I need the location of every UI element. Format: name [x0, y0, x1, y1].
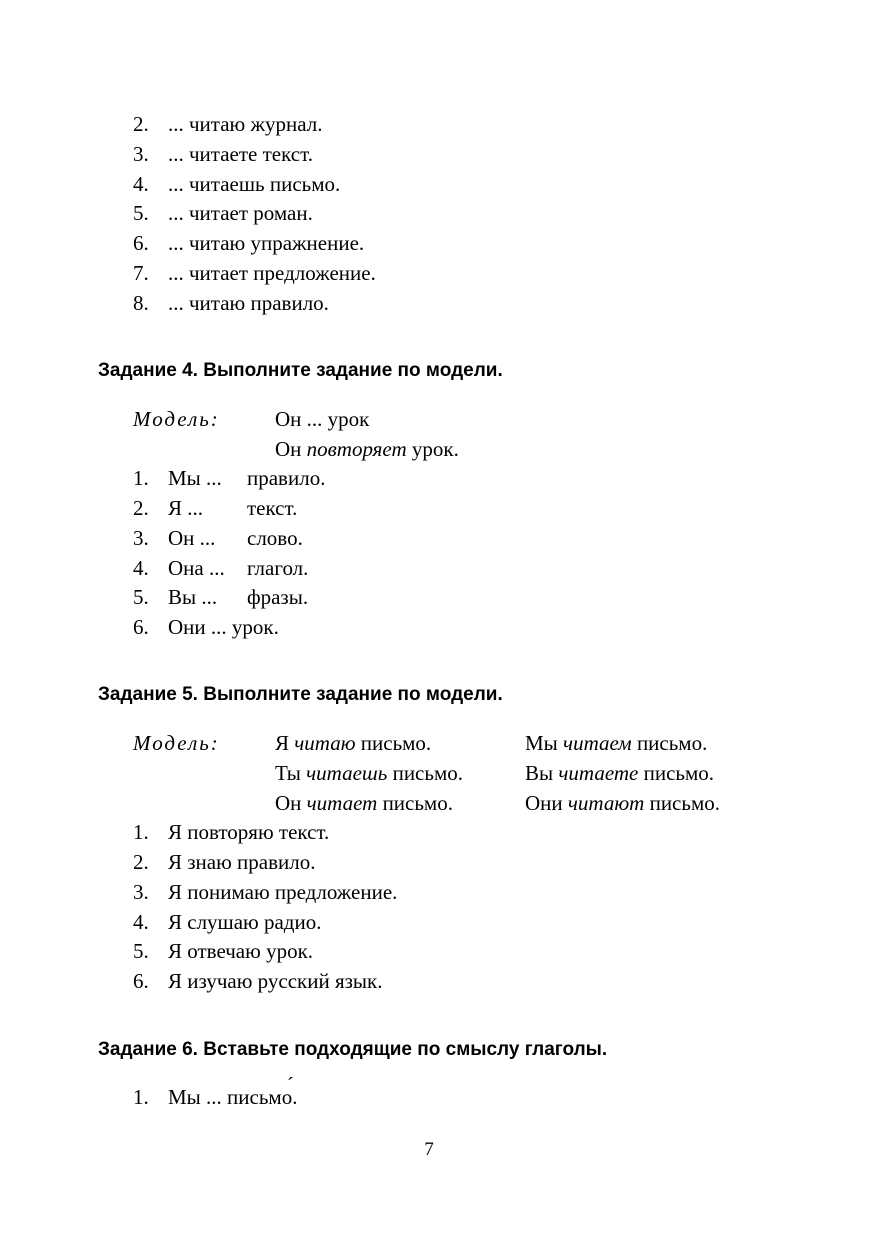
page-number: 7 — [424, 1139, 434, 1160]
list-item-text: ... читаете текст. — [168, 142, 313, 166]
list-item-text: Я отвечаю урок. — [168, 939, 314, 963]
list-item-number: 3. — [133, 880, 149, 904]
model-verb: читают — [567, 791, 645, 815]
list-item-text — [168, 1085, 297, 1109]
model-label: Модель: — [133, 731, 220, 755]
model-object: урок. — [411, 437, 459, 461]
model-subject: Ты — [275, 761, 301, 785]
list-item-text: ... читает предложение. — [168, 261, 376, 285]
model-verb: читаешь — [306, 761, 388, 785]
list-item-number: 5. — [133, 939, 149, 963]
model-text: Он ... урок — [275, 407, 370, 431]
list-item-number: 6. — [133, 969, 149, 993]
list-item-number: 4. — [133, 172, 149, 196]
model-object: письмо. — [649, 791, 720, 815]
list-item-object: текст. — [247, 496, 298, 520]
model-text-left — [275, 731, 431, 755]
model-subject: Они — [525, 791, 563, 815]
model-object: письмо. — [636, 731, 708, 755]
model-object: письмо. — [360, 731, 432, 755]
model-object: письмо. — [392, 761, 463, 785]
list-item-number: 6. — [133, 231, 149, 255]
model-verb: читает — [306, 791, 378, 815]
model-text-right — [525, 761, 714, 785]
list-item-number: 3. — [133, 526, 149, 550]
accented-vowel: о ´ — [282, 1085, 293, 1109]
list-item-number: 4. — [133, 910, 149, 934]
list-item-subject: Я ... — [168, 496, 204, 520]
model-subject: Вы — [525, 761, 554, 785]
list-item-subject: Она ... — [168, 556, 225, 580]
list-item-number: 1. — [133, 466, 149, 490]
list-item-text: Они ... урок. — [168, 615, 279, 639]
model-subject: Он — [275, 791, 302, 815]
model-text-left — [275, 761, 463, 785]
list-item-number: 5. — [133, 201, 149, 225]
list-item-text: Я понимаю предложение. — [168, 880, 398, 904]
model-verb: читаю — [294, 731, 356, 755]
model-object: письмо. — [382, 791, 453, 815]
list-item-number: 1. — [133, 820, 149, 844]
model-verb: читаете — [558, 761, 639, 785]
list-item-number: 1. — [133, 1085, 149, 1109]
task5-heading: Задание 5. Выполните задание по модели. — [98, 684, 503, 705]
list-item-number: 2. — [133, 496, 149, 520]
item-text-prefix: Мы ... письм — [168, 1085, 282, 1109]
task6-heading: Задание 6. Вставьте подходящие по смыслу глаголы. — [98, 1039, 608, 1060]
list-item-object: фразы. — [247, 585, 309, 609]
list-item-text: ... читаю упражнение. — [168, 231, 365, 255]
model-text-right — [525, 731, 707, 755]
list-item-number: 7. — [133, 261, 149, 285]
list-item-text: Я повторяю текст. — [168, 820, 330, 844]
list-item-text: Я слушаю радио. — [168, 910, 322, 934]
model-object: письмо. — [643, 761, 715, 785]
list-item-text: ... читаю правило. — [168, 291, 329, 315]
list-item-subject: Вы ... — [168, 585, 218, 609]
task4-heading: Задание 4. Выполните задание по модели. — [98, 360, 503, 381]
list-item-number: 2. — [133, 850, 149, 874]
model-text-right — [525, 791, 720, 815]
list-item-text: ... читаешь письмо. — [168, 172, 341, 196]
list-item-object: глагол. — [247, 556, 309, 580]
model-subject: Мы — [525, 731, 558, 755]
list-item-number: 2. — [133, 112, 149, 136]
list-item-object: слово. — [247, 526, 303, 550]
model-text — [275, 437, 459, 461]
model-subject: Я — [275, 731, 290, 755]
list-item-text: Я изучаю русский язык. — [168, 969, 383, 993]
list-item-number: 5. — [133, 585, 149, 609]
model-text-left — [275, 791, 453, 815]
model-subject: Он — [275, 437, 302, 461]
list-item-text: ... читаю журнал. — [168, 112, 323, 136]
list-item-subject: Мы ... — [168, 466, 222, 490]
model-label: Модель: — [133, 407, 220, 431]
list-item-subject: Он ... — [168, 526, 216, 550]
item-text-suffix: . — [292, 1085, 298, 1109]
model-verb: повторяет — [306, 437, 407, 461]
list-item-number: 6. — [133, 615, 149, 639]
list-item-number: 4. — [133, 556, 149, 580]
list-item-number: 8. — [133, 291, 149, 315]
model-verb: читаем — [563, 731, 632, 755]
list-item-number: 3. — [133, 142, 149, 166]
list-item-text: ... читает роман. — [168, 201, 313, 225]
list-item-text: Я знаю правило. — [168, 850, 316, 874]
list-item-object: правило. — [247, 466, 326, 490]
